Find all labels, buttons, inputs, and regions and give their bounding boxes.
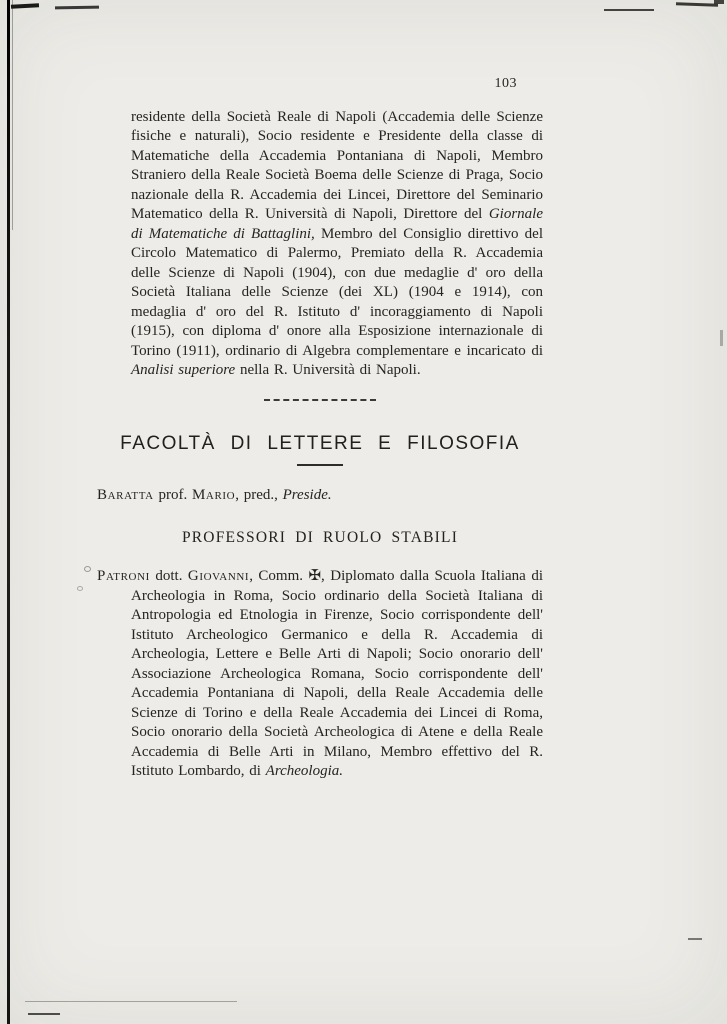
- professor-body-text: , Comm. ✠, Diplomato dalla Scuola Italiana di Archeologia in Roma, Socio ordinario della Società Italiana di Antropologia ed Etnologia in Firenze, Socio corrispondente dell' Istituto Archeologico Germanico e della R. Accademia di Archeologia, Lettere e Belle Arti di Napoli; Socio onorario dell' Associazione Archeologica Romana, Socio corrispondente dell' Accademia Pontaniana di Napoli, della Reale Accademia delle Scienze di Torino e della Reale Accademia dei Lincei di Roma, Socio onorario della Società Archeologica di Atene e della Reale Accademia di Belle Arti in Milano, Membro effettivo del R. Istituto Lombardo, di: [131, 568, 543, 779]
- preside-entry: [97, 486, 543, 506]
- scan-edge-artifact-left-2: [12, 0, 13, 230]
- paragraph-text: Membro del Consiglio direttivo del Circolo Matematico di Palermo, Premiato della R. Accademia delle Scienze di Napoli (1904), con due medaglie d' oro della Società Italiana delle Scienze (dei XL) (1904 e 1914), con medaglia d' oro del R. Istituto d' incoraggiamento di Napoli (1915), con diploma d' onore alla Esposizione internazionale di Torino (1911), ordinario di Algebra complementare e incaricato di: [131, 225, 543, 359]
- scan-edge-artifact-left: [7, 0, 10, 1024]
- scan-artifact-top-dash-1: [55, 6, 99, 10]
- professor-surname: Patroni: [97, 568, 150, 584]
- professor-subject-italic: Archeologia.: [265, 763, 343, 779]
- professor-firstname: Giovanni: [187, 568, 250, 584]
- preside-firstname: Mario: [191, 487, 236, 503]
- preside-role-italic: Preside.: [282, 487, 332, 503]
- text-block: [97, 74, 543, 782]
- preside-surname: Baratta: [97, 487, 154, 503]
- faculty-heading: FACOLTÀ DI LETTERE E FILOSOFIA: [120, 432, 520, 454]
- page-number: 103: [494, 76, 517, 91]
- preside-qualifier: , pred.,: [235, 487, 283, 503]
- scan-artifact-right-edge: [720, 330, 723, 346]
- scan-artifact-top-dash-3: [676, 2, 718, 6]
- scan-artifact-bottom-line: [25, 1001, 237, 1002]
- scan-artifact-bottom-right: [688, 938, 702, 940]
- section-divider-rule: [264, 399, 376, 401]
- scan-artifact-bottom-dash: [28, 1013, 60, 1015]
- professor-title: dott.: [149, 568, 188, 584]
- heading-underline-rule: [297, 464, 343, 466]
- scan-artifact-top-right: [714, 0, 724, 4]
- scan-artifact-top-dash-2: [604, 9, 654, 11]
- paragraph-text: nella R. Università di Napoli.: [235, 362, 421, 378]
- paragraph-text: residente della Società Reale di Napoli (Accademia delle Scienze fisiche e naturali), Socio residente e Presidente della classe di Matematiche della Accademia Pontaniana di Napoli, Membro Straniero della Reale Società Boema delle Scienze di Praga, Socio nazionale della R. Accademia dei Lincei, Direttore del Seminario Matematico della R. Università di Napoli, Direttore del: [131, 108, 543, 222]
- margin-stray-mark-1: [84, 566, 91, 572]
- course-title-italic: Analisi superiore: [131, 362, 236, 378]
- journal-title-italic: Giornale di Matematiche di Battaglini,: [131, 206, 543, 242]
- scan-artifact-corner-top-left: [11, 3, 39, 8]
- professor-entry: [97, 567, 543, 782]
- margin-stray-mark-2: [77, 586, 83, 591]
- subsection-heading: PROFESSORI DI RUOLO STABILI: [181, 528, 459, 546]
- continuation-paragraph: [131, 108, 543, 381]
- preside-title: prof.: [153, 487, 192, 503]
